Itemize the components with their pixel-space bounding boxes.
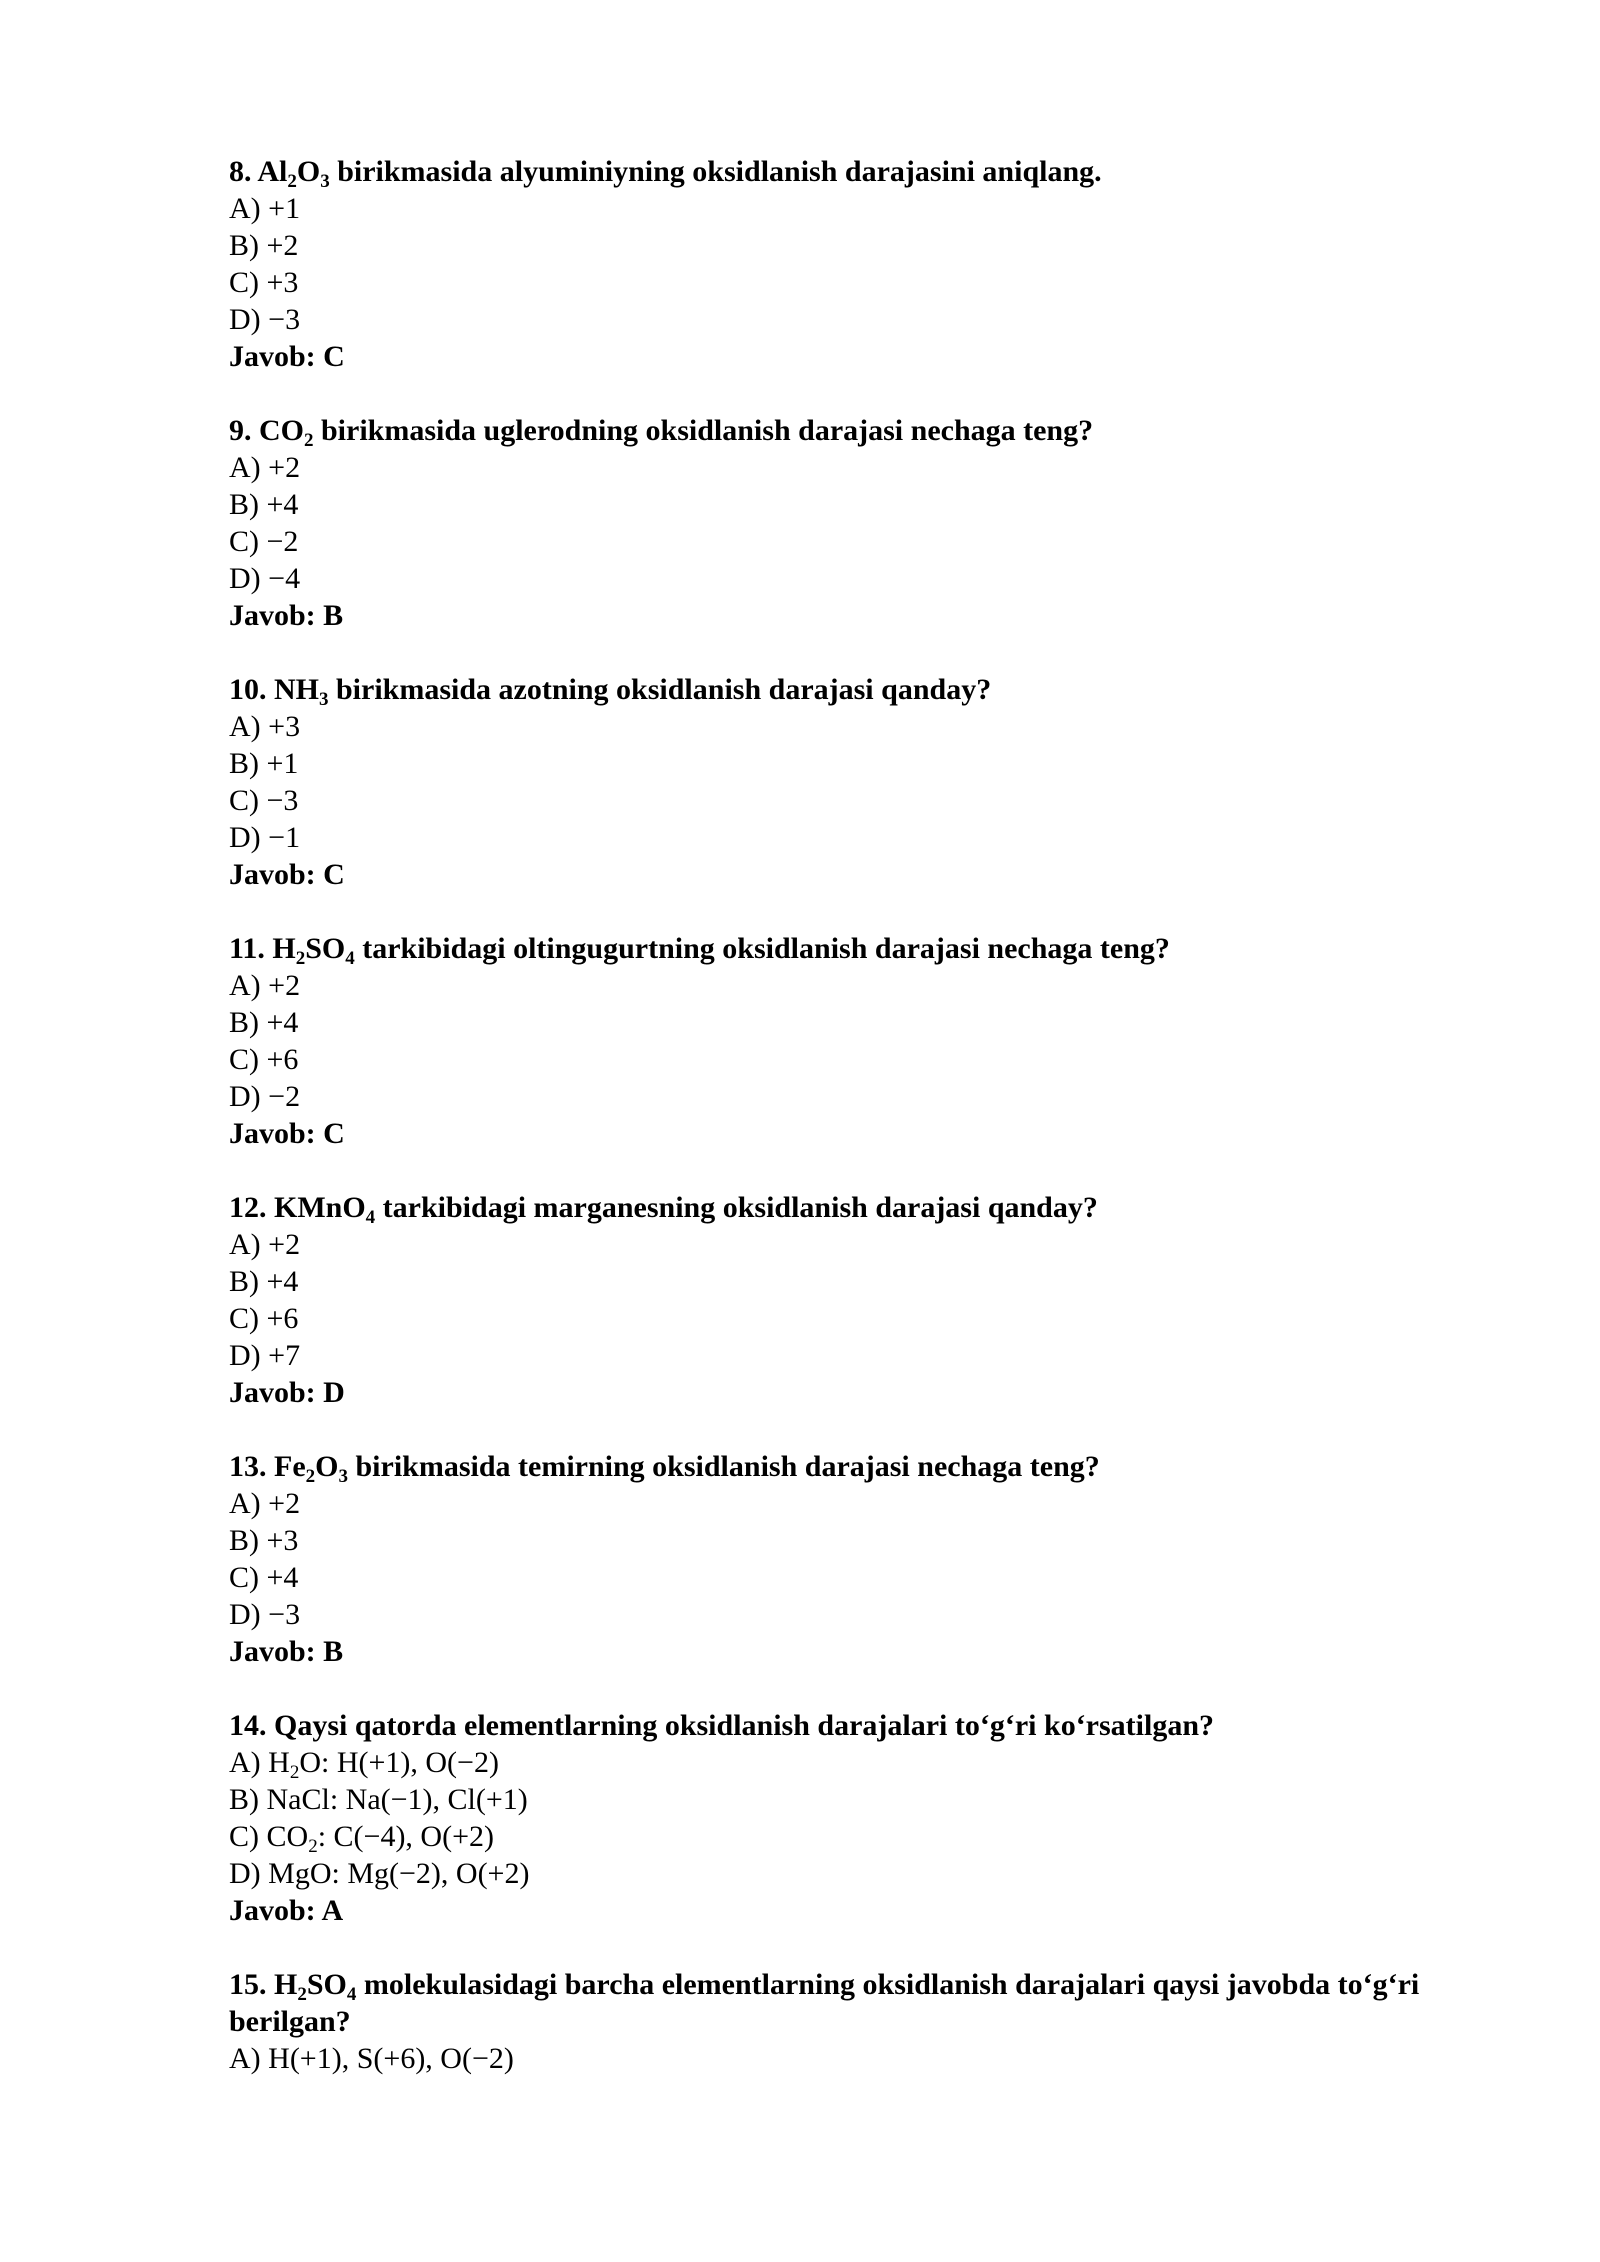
option-text: D) −1: [229, 821, 301, 854]
title-text: tarkibidagi oltingugurtning oksidlanish darajasi nechaga teng?: [354, 932, 1170, 965]
option-text: B) +4: [229, 488, 299, 521]
option-text: O: H(+1), O(−2): [299, 1746, 499, 1779]
option-text: D) −3: [229, 303, 301, 336]
option-text: A) +2: [229, 1487, 301, 1520]
answer-key: Javob: C: [229, 1117, 345, 1150]
answer-option: [229, 1818, 1429, 1855]
answer-option: [229, 1078, 1429, 1115]
question-block: [229, 930, 1429, 1152]
title-text: O: [296, 155, 321, 188]
question-title: [229, 1189, 1429, 1226]
title-text: 11. H: [229, 932, 296, 965]
option-text: A) +2: [229, 451, 301, 484]
question-title: [229, 412, 1429, 449]
title-text: 12. KMnO: [229, 1191, 366, 1224]
answer-option: [229, 1744, 1429, 1781]
option-text: C) −3: [229, 784, 299, 817]
option-text: D) MgO: Mg(−2), O(+2): [229, 1857, 530, 1890]
answer-option: [229, 819, 1429, 856]
option-text: C) −2: [229, 525, 299, 558]
option-text: D) −4: [229, 562, 301, 595]
answer-option: [229, 967, 1429, 1004]
answer-option: [229, 1300, 1429, 1337]
answer-option: [229, 523, 1429, 560]
answer-option: [229, 745, 1429, 782]
question-block: [229, 1966, 1429, 2077]
subscript: 2: [304, 430, 314, 451]
answer-option: [229, 264, 1429, 301]
option-text: A) +2: [229, 969, 301, 1002]
answer-option: [229, 782, 1429, 819]
title-text: 15. H: [229, 1968, 298, 2001]
option-text: C) CO: [229, 1820, 309, 1853]
option-text: C) +6: [229, 1043, 299, 1076]
subscript: 2: [295, 948, 306, 969]
answer-option: [229, 1485, 1429, 1522]
title-text: molekulasidagi barcha elementlarning oksidlanish darajalari qaysi javobda to‘g‘ri berilgan?: [229, 1968, 1427, 2038]
question-title: [229, 930, 1429, 967]
subscript: 4: [346, 1984, 357, 2005]
option-text: C) +4: [229, 1561, 299, 1594]
subscript: 2: [297, 1984, 307, 2005]
option-text: : C(−4), O(+2): [317, 1820, 494, 1853]
question-title: [229, 1448, 1429, 1485]
answer-option: [229, 1004, 1429, 1041]
title-text: O: [315, 1450, 339, 1483]
option-text: B) +3: [229, 1524, 299, 1557]
answer-option: [229, 1522, 1429, 1559]
question-block: [229, 671, 1429, 893]
question-block: [229, 1448, 1429, 1670]
title-text: 13. Fe: [229, 1450, 306, 1483]
question-block: [229, 153, 1429, 375]
title-text: birikmasida uglerodning oksidlanish darajasi nechaga teng?: [313, 414, 1094, 447]
option-text: A) H: [229, 1746, 290, 1779]
answer-option: [229, 1263, 1429, 1300]
answer-key: Javob: B: [229, 1635, 344, 1668]
answer-key: Javob: B: [229, 599, 344, 632]
option-text: B) +4: [229, 1006, 299, 1039]
answer-option: [229, 1226, 1429, 1263]
question-block: [229, 1707, 1429, 1929]
answer-option: [229, 1596, 1429, 1633]
answer-option: [229, 1781, 1429, 1818]
subscript: 2: [305, 1466, 316, 1487]
question-block: [229, 1189, 1429, 1411]
option-text: B) +4: [229, 1265, 299, 1298]
subscript: 3: [319, 689, 329, 710]
option-text: A) +2: [229, 1228, 301, 1261]
answer-option: [229, 708, 1429, 745]
answer-option: [229, 1855, 1429, 1892]
answer-option: [229, 560, 1429, 597]
option-text: D) +7: [229, 1339, 301, 1372]
option-text: D) −2: [229, 1080, 301, 1113]
answer-key: Javob: C: [229, 340, 345, 373]
subscript: 3: [320, 171, 330, 192]
option-text: C) +6: [229, 1302, 299, 1335]
title-text: birikmasida alyuminiyning oksidlanish darajasini aniqlang.: [329, 155, 1102, 188]
option-text: D) −3: [229, 1598, 301, 1631]
answer-key: Javob: D: [229, 1376, 345, 1409]
question-title: [229, 153, 1429, 190]
title-text: 10. NH: [229, 673, 319, 706]
title-text: SO: [305, 932, 346, 965]
answer-option: [229, 190, 1429, 227]
answer-option: [229, 1337, 1429, 1374]
answer-option: [229, 1041, 1429, 1078]
answer-option: [229, 301, 1429, 338]
subscript: 2: [308, 1836, 318, 1857]
answer-option: [229, 227, 1429, 264]
title-text: birikmasida temirning oksidlanish darajasi nechaga teng?: [347, 1450, 1100, 1483]
question-title: [229, 671, 1429, 708]
subscript: 4: [345, 948, 355, 969]
answer-option: [229, 449, 1429, 486]
option-text: A) H(+1), S(+6), O(−2): [229, 2042, 514, 2075]
answer-option: [229, 1559, 1429, 1596]
title-text: birikmasida azotning oksidlanish darajasi qanday?: [328, 673, 992, 706]
answer-key: Javob: C: [229, 858, 345, 891]
option-text: B) NaCl: Na(−1), Cl(+1): [229, 1783, 528, 1816]
option-text: B) +2: [229, 229, 299, 262]
question-list: [229, 153, 1429, 2114]
answer-key: Javob: A: [229, 1894, 344, 1927]
title-text: 8. Al: [229, 155, 288, 188]
title-text: 14. Qaysi qatorda elementlarning oksidlanish darajalari to‘g‘ri ko‘rsatilgan?: [229, 1709, 1215, 1742]
subscript: 2: [287, 171, 297, 192]
option-text: C) +3: [229, 266, 299, 299]
subscript: 4: [365, 1207, 376, 1228]
subscript: 3: [338, 1466, 348, 1487]
title-text: SO: [306, 1968, 347, 2001]
question-block: [229, 412, 1429, 634]
answer-option: [229, 2040, 1429, 2077]
question-title: [229, 1707, 1429, 1744]
option-text: B) +1: [229, 747, 299, 780]
title-text: 9. CO: [229, 414, 304, 447]
answer-option: [229, 486, 1429, 523]
title-text: tarkibidagi marganesning oksidlanish darajasi qanday?: [375, 1191, 1098, 1224]
subscript: 2: [289, 1762, 300, 1783]
option-text: A) +3: [229, 710, 301, 743]
option-text: A) +1: [229, 192, 301, 225]
question-title: [229, 1966, 1429, 2040]
